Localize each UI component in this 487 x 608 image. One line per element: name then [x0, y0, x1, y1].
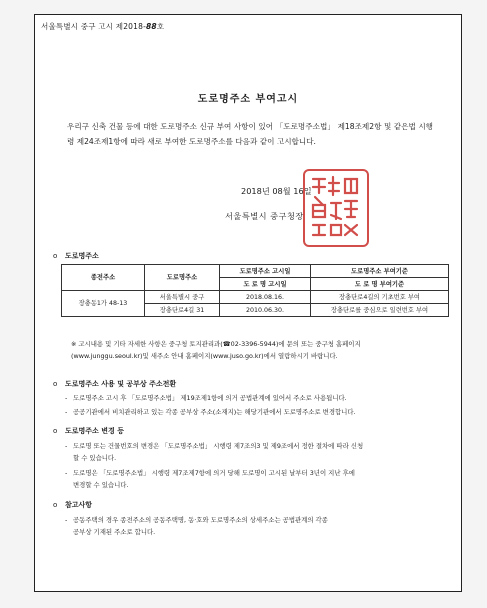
section-change-heading: o 도로명주소 변경 등	[53, 427, 124, 435]
list-item: - 공동주택의 경우 종전주소의 공동주택명, 동·호와 도로명주소의 상세주소는 공법관계의 각종 공부상 기재된 주소로 합니다.	[65, 514, 433, 538]
road-address-table	[61, 264, 449, 317]
change-item-1-line2: 할 수 있습니다.	[73, 454, 117, 462]
header-basis: 도로명주소 부여기준	[311, 265, 449, 278]
cell-basis-2: 장충단로를 중심으로 일련번호 부여	[311, 304, 449, 317]
usage-item-2: 공공기관에서 비치관리하고 있는 각종 공부상 주소(소재지)는 해당기관에서 도로명주소로 변경합니다.	[73, 408, 356, 416]
section-usage-heading: o 도로명주소 사용 및 공부상 주소전환	[53, 380, 177, 388]
section-road-address-title: 도로명주소	[65, 252, 99, 260]
notice-number-prefix: 서울특별시 중구 고시 제2018-	[41, 22, 146, 31]
cell-jibun: 장충동1가 48-13	[62, 291, 145, 317]
cell-basis-1: 장충단로4길의 기초번호 부여	[311, 291, 449, 304]
list-item: - 공공기관에서 비치관리하고 있는 각종 공부상 주소(소재지)는 해당기관에서 도로명주소로 변경합니다.	[65, 408, 356, 416]
cell-date-1: 2018.08.16.	[220, 291, 311, 304]
header-grant-date: 도 로 명 고시일	[220, 278, 311, 291]
notice-document	[34, 14, 462, 592]
header-basis-sub: 도 로 명 부여기준	[311, 278, 449, 291]
section-reference-heading: o 참고사항	[53, 501, 93, 509]
notice-number-suffix: 호	[156, 22, 165, 31]
notice-number-handwritten: 88	[146, 22, 157, 31]
inquiry-note: ※ 고시내용 및 기타 자세한 사항은 중구청 토지관리과(☎02-3396-5944)에 문의 또는 중구청 홈페이지(www.junggu.seoul.kr)및 새주소 안내 홈페이지(www.juso.go.kr)에서 열람하시기 바랍니다.	[71, 340, 361, 360]
official-seal-icon	[303, 169, 369, 247]
change-item-2-line2: 변경할 수 있습니다.	[73, 481, 129, 489]
cell-road-2: 장충단로4길 31	[145, 304, 220, 317]
list-item: - 도로명주소 고시 후 「도로명주소법」 제19조제1항에 의거 공법관계에 있어서 주소로 사용됩니다.	[65, 394, 347, 402]
notice-number	[41, 21, 164, 32]
list-item: - 도로명 또는 건물번호의 변경은 「도로명주소법」 시행령 제7조의3 및 제9조에서 정한 절차에 따라 신청 할 수 있습니다.	[65, 440, 433, 464]
section-usage-title: 도로명주소 사용 및 공부상 주소전환	[65, 380, 177, 388]
section-reference-title: 참고사항	[65, 501, 93, 509]
document-title: 도로명주소 부여고시	[197, 94, 299, 105]
table-row	[62, 291, 449, 304]
section-road-address-heading: o 도로명주소	[53, 252, 99, 260]
issuer-name: 서울특별시 중구청장	[225, 211, 304, 221]
header-notice-date: 도로명주소 고시일	[220, 265, 311, 278]
change-item-2-line1: 도로명은 「도로명주소법」 시행령 제7조제7항에 의거 당해 도로명이 고시된 날부터 3년이 지난 후에	[73, 469, 355, 477]
reference-item-1-line2: 공부상 기재된 주소로 합니다.	[73, 528, 156, 536]
cell-date-2: 2010.06.30.	[220, 304, 311, 317]
usage-item-1: 도로명주소 고시 후 「도로명주소법」 제19조제1항에 의거 공법관계에 있어서 주소로 사용됩니다.	[73, 394, 347, 402]
reference-item-1-line1: 공동주택의 경우 종전주소의 공동주택명, 동·호와 도로명주소의 상세주소는 공법관계의 각종	[73, 516, 328, 524]
intro-paragraph: 우리구 신축 건물 등에 대한 도로명주소 신규 부여 사항이 있어 「도로명주소법」 제18조제2항 및 같은법 시행령 제24조제1항에 따라 새로 부여한 도로명주소를 다음과 같이 고시합니다.	[67, 122, 433, 146]
notice-date: 2018년 08월 16일	[241, 186, 312, 196]
cell-road-1: 서울특별시 중구	[145, 291, 220, 304]
header-jibun: 종전주소	[62, 265, 145, 291]
header-road: 도로명주소	[145, 265, 220, 291]
section-change-title: 도로명주소 변경 등	[65, 427, 124, 435]
list-item: - 도로명은 「도로명주소법」 시행령 제7조제7항에 의거 당해 도로명이 고시된 날부터 3년이 지난 후에 변경할 수 있습니다.	[65, 467, 433, 491]
change-item-1-line1: 도로명 또는 건물번호의 변경은 「도로명주소법」 시행령 제7조의3 및 제9조에서 정한 절차에 따라 신청	[73, 442, 364, 450]
table-header-row	[62, 265, 449, 278]
